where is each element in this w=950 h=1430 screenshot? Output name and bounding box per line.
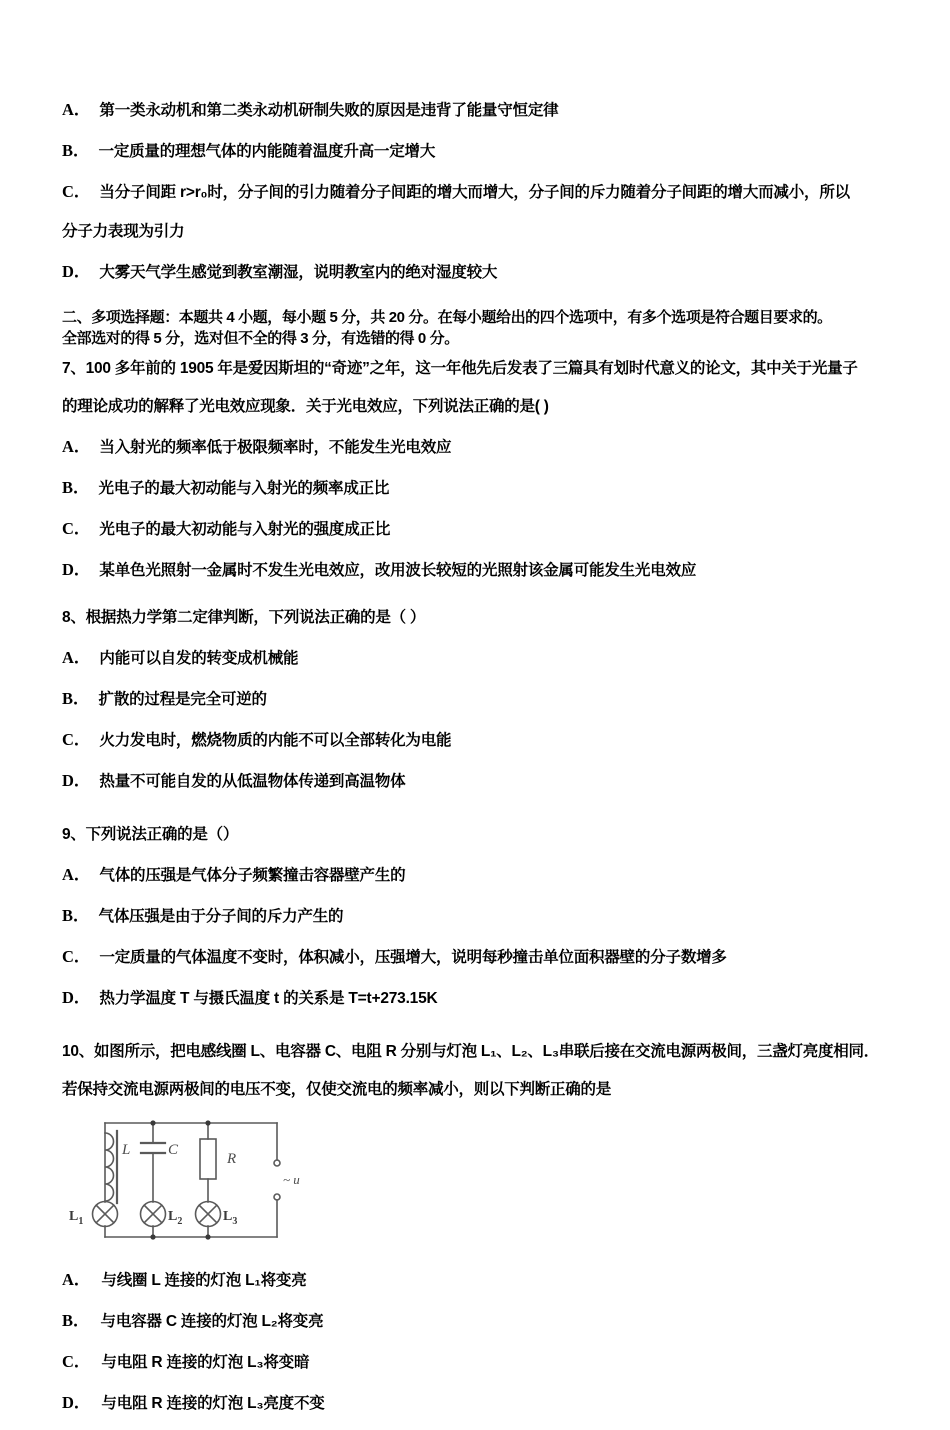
q6-option-b bbox=[62, 137, 942, 161]
q7-option-c-tag: C． bbox=[62, 518, 91, 538]
capacitor-label: C bbox=[168, 1141, 179, 1158]
q7-option-d-tag: D． bbox=[62, 559, 91, 579]
inductor-coil-icon bbox=[105, 1133, 114, 1201]
q7-option-c-text: 光电子的最大初动能与入射光的强度成正比 bbox=[99, 520, 391, 538]
q6-option-b-text: 一定质量的理想气体的内能随着温度升高一定增大 bbox=[98, 143, 436, 160]
q6-option-c-text: 当分子间距 r>r₀时，分子间的引力随着分子间距的增大而增大，分子间的斥力随着分子间距的增大而减小，所以 bbox=[99, 184, 850, 201]
q9-option-b bbox=[62, 902, 942, 926]
q7-option-b-tag: B． bbox=[62, 477, 90, 497]
q8-option-c-text: 火力发电时，燃烧物质的内能不可以全部转化为电能 bbox=[99, 731, 452, 749]
junction-dot-bottom-b2 bbox=[150, 1234, 155, 1239]
q10-option-c-text: 与电阻 R 连接的灯泡 L₃将变暗 bbox=[101, 1353, 310, 1371]
q6-option-b-tag: B． bbox=[62, 141, 90, 160]
q9-option-a-tag: A． bbox=[62, 864, 91, 884]
q9-option-c-text: 一定质量的气体温度不变时，体积减小，压强增大，说明每秒撞击单位面积器壁的分子数增多 bbox=[99, 948, 727, 966]
q9-stem: 9、下列说法正确的是（） bbox=[62, 825, 239, 843]
resistor-box-icon bbox=[200, 1139, 216, 1179]
q9-option-c-tag: C． bbox=[62, 946, 91, 966]
q10-stem-line1: 10、如图所示，把电感线圈 L、电容器 C、电阻 R 分别与灯泡 L₁、L₂、L₃串联后接在交流电源两极间，三盏灯亮度相同． bbox=[62, 1042, 880, 1060]
page-content bbox=[62, 96, 942, 1430]
q9-option-d-tag: D． bbox=[62, 987, 91, 1007]
ac-source-label: ~ u bbox=[283, 1171, 300, 1187]
q8-option-c-tag: C． bbox=[62, 729, 91, 749]
q7-option-a-tag: A． bbox=[62, 436, 91, 456]
q6-option-c-continued: 分子力表现为引力 bbox=[62, 223, 185, 240]
q6-option-a-text: 第一类永动机和第二类永动机研制失败的原因是违背了能量守恒定律 bbox=[99, 102, 559, 119]
q8-option-c bbox=[62, 726, 942, 750]
q7-option-d-text: 某单色光照射一金属时不发生光电效应，改用波长较短的光照射该金属可能发生光电效应 bbox=[99, 561, 697, 579]
q6-option-c-tag: C． bbox=[62, 182, 91, 201]
q8-option-b-text: 扩散的过程是完全可逆的 bbox=[98, 690, 267, 708]
q7-option-a bbox=[62, 433, 942, 457]
q8-option-d-tag: D． bbox=[62, 770, 91, 790]
lamp1-label: $L_1$ bbox=[69, 1208, 84, 1227]
q7-stem-line2: 的理论成功的解释了光电效应现象．关于光电效应，下列说法正确的是( ) bbox=[62, 397, 549, 415]
q9-option-a-text: 气体的压强是气体分子频繁撞击容器壁产生的 bbox=[99, 866, 406, 884]
junction-dot-top-b3 bbox=[205, 1120, 210, 1125]
source-terminal-top-icon bbox=[274, 1160, 280, 1166]
q7-option-b bbox=[62, 474, 942, 498]
junction-dot-top-b2 bbox=[150, 1120, 155, 1125]
q7-stem-line1: 7、100 多年前的 1905 年是爱因斯坦的“奇迹”之年，这一年他先后发表了三篇具有划时代意义的论文，其中关于光量子 bbox=[62, 359, 858, 377]
q7-option-a-text: 当入射光的频率低于极限频率时，不能发生光电效应 bbox=[99, 438, 452, 456]
lamp3-label: $L_3$ bbox=[223, 1208, 238, 1227]
q6-option-d bbox=[62, 258, 942, 282]
q10-option-d-text: 与电阻 R 连接的灯泡 L₃亮度不变 bbox=[101, 1394, 325, 1412]
q9-option-d bbox=[62, 984, 942, 1008]
spacer bbox=[62, 1244, 942, 1266]
spacer bbox=[62, 808, 942, 822]
resistor-label: R bbox=[227, 1150, 237, 1167]
q8-stem: 8、根据热力学第二定律判断，下列说法正确的是（ ） bbox=[62, 608, 426, 626]
q8-option-d bbox=[62, 767, 942, 791]
q10-option-a-tag: A． bbox=[62, 1269, 91, 1289]
q9-option-d-text: 热力学温度 T 与摄氏温度 t 的关系是 T=t+273.15K bbox=[99, 989, 438, 1007]
q10-option-b-text: 与电容器 C 连接的灯泡 L₂将变亮 bbox=[100, 1312, 324, 1330]
q8-option-a-tag: A． bbox=[62, 647, 91, 667]
spacer bbox=[62, 1025, 942, 1039]
section-2-heading-line1: 二、多项选择题：本题共 4 小题，每小题 5 分，共 20 分。在每小题给出的四个选项中，有多个选项是符合题目要求的。 bbox=[62, 309, 832, 326]
source-terminal-bottom-icon bbox=[274, 1194, 280, 1200]
inductor-label: L bbox=[122, 1141, 131, 1158]
q6-option-a-tag: A． bbox=[62, 100, 91, 119]
q6-option-d-tag: D． bbox=[62, 262, 91, 281]
q8-option-b-tag: B． bbox=[62, 688, 90, 708]
q8-option-b bbox=[62, 685, 942, 709]
q10-option-c-tag: C． bbox=[62, 1351, 91, 1371]
q8-option-a-text: 内能可以自发的转变成机械能 bbox=[99, 649, 299, 667]
q9-option-c bbox=[62, 943, 942, 967]
q9-option-a bbox=[62, 861, 942, 885]
q6-option-a bbox=[62, 96, 942, 120]
q8-option-a bbox=[62, 644, 942, 668]
q10-option-a bbox=[62, 1266, 942, 1290]
junction-dot-bottom-b3 bbox=[205, 1234, 210, 1239]
q10-option-b-tag: B． bbox=[62, 1310, 90, 1330]
q10-option-a-text: 与线圈 L 连接的灯泡 L₁将变亮 bbox=[101, 1271, 307, 1289]
spacer bbox=[62, 299, 942, 307]
q9-option-b-text: 气体压强是由于分子间的斥力产生的 bbox=[98, 907, 344, 925]
q10-option-d bbox=[62, 1389, 942, 1413]
q8-option-d-text: 热量不可能自发的从低温物体传递到高温物体 bbox=[99, 772, 406, 790]
q7-option-b-text: 光电子的最大初动能与入射光的频率成正比 bbox=[98, 479, 390, 497]
q6-option-c bbox=[62, 178, 942, 202]
q10-option-c bbox=[62, 1348, 942, 1372]
lamp2-label: $L_2$ bbox=[168, 1208, 183, 1227]
q6-option-d-text: 大雾天气学生感觉到教室潮湿，说明教室内的绝对湿度较大 bbox=[99, 264, 498, 281]
q9-option-b-tag: B． bbox=[62, 905, 90, 925]
q10-stem-line2: 若保持交流电源两极间的电压不变，仅使交流电的频率减小，则以下判断正确的是 bbox=[62, 1080, 612, 1098]
circuit-diagram-figure bbox=[64, 1116, 324, 1244]
spacer bbox=[62, 597, 942, 605]
q10-option-d-tag: D． bbox=[62, 1392, 91, 1412]
q10-option-b bbox=[62, 1307, 942, 1331]
section-2-heading bbox=[62, 307, 942, 350]
circuit-diagram-svg bbox=[64, 1116, 324, 1244]
section-2-heading-line2: 全部选对的得 5 分，选对但不全的得 3 分，有选错的得 0 分。 bbox=[62, 330, 459, 348]
q7-option-c bbox=[62, 515, 942, 539]
q7-option-d bbox=[62, 556, 942, 580]
